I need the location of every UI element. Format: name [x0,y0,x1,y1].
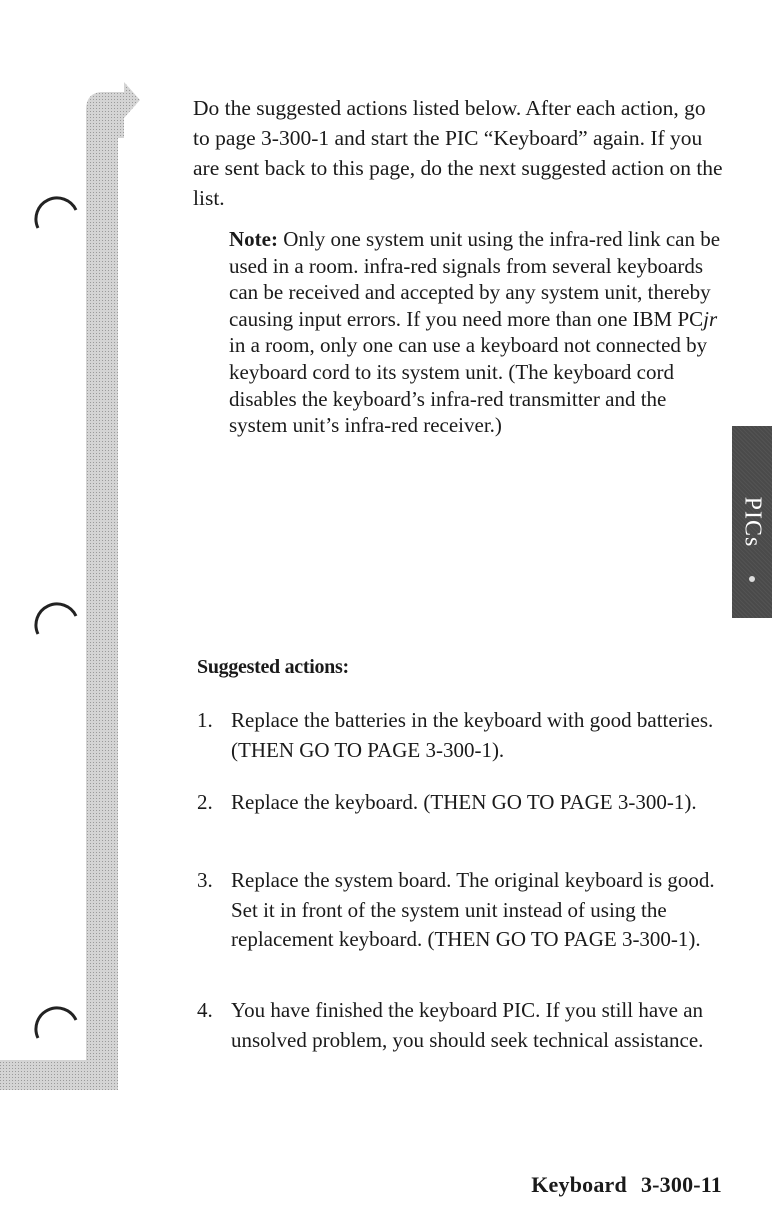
binder-hole-middle [34,594,78,638]
page-footer [531,1172,722,1198]
side-tab-dot [749,576,755,582]
action-text: Replace the system board. The original keyboard is good. Set it in front of the system unit instead of using the replacement keyboard. (THEN GO TO PAGE 3-300-1). [231,868,715,951]
action-item [197,996,723,1055]
action-number: 3. [197,868,213,892]
action-number: 1. [197,708,213,732]
note-text-part-1: Only one system unit using the infra-red link can be used in a room. infra-red signals from several keyboards can be received and accepted by any system unit, thereby causing input errors. If you need more than one IBM PC [229,227,721,331]
suggested-actions-heading: Suggested actions: [197,656,349,678]
action-item [197,788,723,818]
action-text: You have finished the keyboard PIC. If you still have an unsolved problem, you should seek technical assistance. [231,998,704,1052]
action-number: 2. [197,790,213,814]
action-item [197,866,723,955]
action-number: 4. [197,998,213,1022]
footer-page-number: 3-300-11 [640,1172,722,1197]
action-item [197,706,723,765]
note-text-part-2: in a room, only one can use a keyboard not connected by keyboard cord to its system unit. (The keyboard cord disables the keyboard’s infra-red transmitter and the system unit’s infra-red receiver.) [229,333,708,438]
note-label: Note: [229,227,278,251]
footer-section: Keyboard [531,1172,627,1197]
note-paragraph [229,226,723,439]
flow-arrow-bar [0,0,160,1090]
note-model-suffix: jr [703,306,718,331]
action-text: Replace the batteries in the keyboard with good batteries. (THEN GO TO PAGE 3-300-1). [231,708,714,762]
section-side-tab [732,426,772,618]
binder-hole-top [34,188,78,232]
action-text: Replace the keyboard. (THEN GO TO PAGE 3-300-1). [231,790,697,814]
side-tab-label: PICs [739,496,766,548]
intro-paragraph: Do the suggested actions listed below. After each action, go to page 3-300-1 and start the PIC “Keyboard” again. If you are sent back to this page, do the next suggested action on the list. [193,96,723,210]
binder-hole-bottom [34,998,78,1042]
